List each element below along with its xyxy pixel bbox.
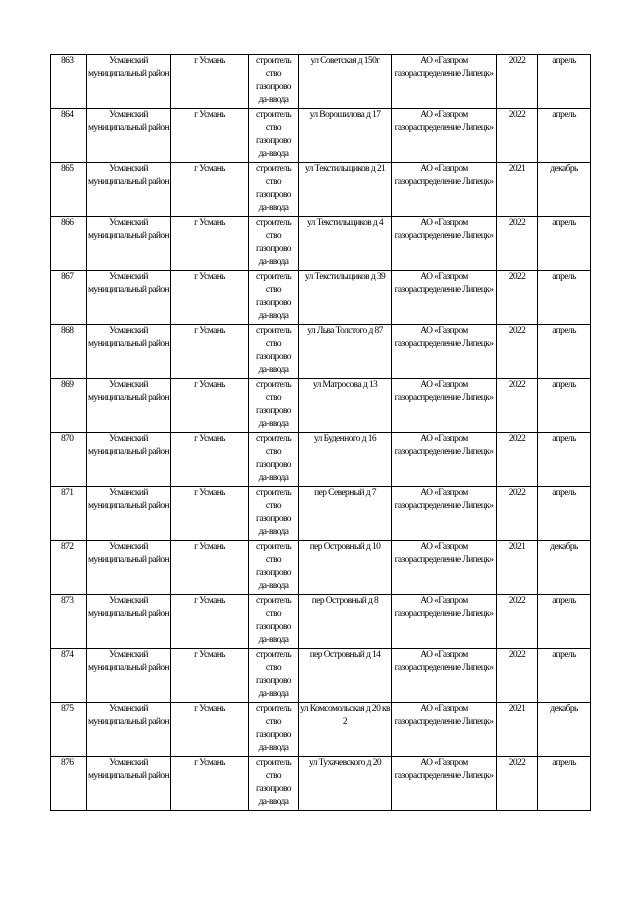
cell-work-type: строитель ство газопрово да-ввода [249, 325, 299, 379]
cell-organization: АО «Газпром газораспределение Липецк» [392, 163, 497, 217]
table-body [51, 55, 591, 811]
cell-settlement: г Усмань [171, 433, 249, 487]
table-row [51, 163, 591, 217]
cell-organization: АО «Газпром газораспределение Липецк» [392, 433, 497, 487]
cell-district: Усманский муниципальный район [87, 487, 171, 541]
cell-address: ул Тухачевского д 20 [299, 757, 392, 811]
cell-district: Усманский муниципальный район [87, 325, 171, 379]
cell-year: 2022 [497, 595, 538, 649]
cell-address: ул Ворошилова д 17 [299, 109, 392, 163]
cell-district: Усманский муниципальный район [87, 271, 171, 325]
cell-organization: АО «Газпром газораспределение Липецк» [392, 379, 497, 433]
cell-district: Усманский муниципальный район [87, 379, 171, 433]
cell-address: ул Текстильщиков д 4 [299, 217, 392, 271]
table-row [51, 703, 591, 757]
cell-year: 2021 [497, 703, 538, 757]
cell-month: апрель [538, 595, 591, 649]
cell-district: Усманский муниципальный район [87, 595, 171, 649]
cell-work-type: строитель ство газопрово да-ввода [249, 379, 299, 433]
cell-month: апрель [538, 325, 591, 379]
table-row [51, 325, 591, 379]
cell-work-type: строитель ство газопрово да-ввода [249, 433, 299, 487]
cell-row-number: 865 [51, 163, 87, 217]
gasification-table [50, 54, 591, 811]
table-row [51, 109, 591, 163]
cell-work-type: строитель ство газопрово да-ввода [249, 163, 299, 217]
cell-address: пер Островный д 14 [299, 649, 392, 703]
cell-settlement: г Усмань [171, 379, 249, 433]
cell-month: апрель [538, 217, 591, 271]
cell-district: Усманский муниципальный район [87, 541, 171, 595]
cell-year: 2022 [497, 649, 538, 703]
cell-row-number: 871 [51, 487, 87, 541]
cell-district: Усманский муниципальный район [87, 163, 171, 217]
document-page [50, 54, 590, 811]
cell-organization: АО «Газпром газораспределение Липецк» [392, 271, 497, 325]
cell-row-number: 876 [51, 757, 87, 811]
cell-address: ул Советская д 150г [299, 55, 392, 109]
cell-month: апрель [538, 379, 591, 433]
cell-work-type: строитель ство газопрово да-ввода [249, 217, 299, 271]
table-row [51, 541, 591, 595]
cell-organization: АО «Газпром газораспределение Липецк» [392, 703, 497, 757]
cell-settlement: г Усмань [171, 217, 249, 271]
cell-row-number: 868 [51, 325, 87, 379]
table-row [51, 379, 591, 433]
cell-year: 2022 [497, 271, 538, 325]
cell-district: Усманский муниципальный район [87, 703, 171, 757]
cell-organization: АО «Газпром газораспределение Липецк» [392, 757, 497, 811]
cell-year: 2022 [497, 55, 538, 109]
cell-district: Усманский муниципальный район [87, 649, 171, 703]
cell-row-number: 869 [51, 379, 87, 433]
cell-row-number: 863 [51, 55, 87, 109]
cell-district: Усманский муниципальный район [87, 217, 171, 271]
cell-work-type: строитель ство газопрово да-ввода [249, 55, 299, 109]
cell-month: апрель [538, 271, 591, 325]
cell-settlement: г Усмань [171, 55, 249, 109]
cell-month: декабрь [538, 703, 591, 757]
table-row [51, 55, 591, 109]
cell-organization: АО «Газпром газораспределение Липецк» [392, 487, 497, 541]
cell-work-type: строитель ство газопрово да-ввода [249, 649, 299, 703]
table-row [51, 271, 591, 325]
table-row [51, 433, 591, 487]
cell-row-number: 867 [51, 271, 87, 325]
table-row [51, 757, 591, 811]
table-row [51, 217, 591, 271]
cell-settlement: г Усмань [171, 595, 249, 649]
cell-address: ул Текстильщиков д 39 [299, 271, 392, 325]
cell-month: апрель [538, 757, 591, 811]
cell-address: ул Льва Толстого д 87 [299, 325, 392, 379]
cell-address: ул Текстильщиков д 21 [299, 163, 392, 217]
cell-settlement: г Усмань [171, 649, 249, 703]
cell-year: 2022 [497, 487, 538, 541]
cell-work-type: строитель ство газопрово да-ввода [249, 703, 299, 757]
cell-settlement: г Усмань [171, 109, 249, 163]
cell-year: 2022 [497, 325, 538, 379]
cell-settlement: г Усмань [171, 757, 249, 811]
cell-district: Усманский муниципальный район [87, 757, 171, 811]
cell-year: 2021 [497, 541, 538, 595]
cell-year: 2022 [497, 217, 538, 271]
cell-year: 2021 [497, 163, 538, 217]
cell-month: апрель [538, 649, 591, 703]
cell-year: 2022 [497, 433, 538, 487]
cell-work-type: строитель ство газопрово да-ввода [249, 757, 299, 811]
cell-month: апрель [538, 487, 591, 541]
cell-address: пер Северный д 7 [299, 487, 392, 541]
cell-organization: АО «Газпром газораспределение Липецк» [392, 649, 497, 703]
table-row [51, 649, 591, 703]
cell-work-type: строитель ство газопрово да-ввода [249, 487, 299, 541]
cell-settlement: г Усмань [171, 703, 249, 757]
cell-year: 2022 [497, 379, 538, 433]
cell-address: ул Комсомольская д 20 кв 2 [299, 703, 392, 757]
cell-settlement: г Усмань [171, 271, 249, 325]
cell-row-number: 866 [51, 217, 87, 271]
cell-district: Усманский муниципальный район [87, 109, 171, 163]
cell-address: ул Буденного д 16 [299, 433, 392, 487]
cell-month: апрель [538, 109, 591, 163]
cell-district: Усманский муниципальный район [87, 55, 171, 109]
cell-address: пер Островный д 8 [299, 595, 392, 649]
cell-row-number: 872 [51, 541, 87, 595]
cell-work-type: строитель ство газопрово да-ввода [249, 595, 299, 649]
cell-organization: АО «Газпром газораспределение Липецк» [392, 109, 497, 163]
cell-organization: АО «Газпром газораспределение Липецк» [392, 541, 497, 595]
cell-address: пер Островный д 10 [299, 541, 392, 595]
cell-row-number: 870 [51, 433, 87, 487]
cell-row-number: 864 [51, 109, 87, 163]
cell-month: декабрь [538, 541, 591, 595]
cell-settlement: г Усмань [171, 325, 249, 379]
cell-work-type: строитель ство газопрово да-ввода [249, 271, 299, 325]
cell-settlement: г Усмань [171, 541, 249, 595]
cell-organization: АО «Газпром газораспределение Липецк» [392, 55, 497, 109]
cell-organization: АО «Газпром газораспределение Липецк» [392, 325, 497, 379]
cell-organization: АО «Газпром газораспределение Липецк» [392, 595, 497, 649]
cell-row-number: 873 [51, 595, 87, 649]
cell-work-type: строитель ство газопрово да-ввода [249, 541, 299, 595]
cell-month: декабрь [538, 163, 591, 217]
cell-settlement: г Усмань [171, 487, 249, 541]
cell-row-number: 875 [51, 703, 87, 757]
cell-year: 2022 [497, 109, 538, 163]
cell-year: 2022 [497, 757, 538, 811]
cell-month: апрель [538, 433, 591, 487]
cell-district: Усманский муниципальный район [87, 433, 171, 487]
table-row [51, 595, 591, 649]
cell-address: ул Матросова д 13 [299, 379, 392, 433]
cell-month: апрель [538, 55, 591, 109]
cell-row-number: 874 [51, 649, 87, 703]
cell-work-type: строитель ство газопрово да-ввода [249, 109, 299, 163]
table-row [51, 487, 591, 541]
cell-organization: АО «Газпром газораспределение Липецк» [392, 217, 497, 271]
cell-settlement: г Усмань [171, 163, 249, 217]
